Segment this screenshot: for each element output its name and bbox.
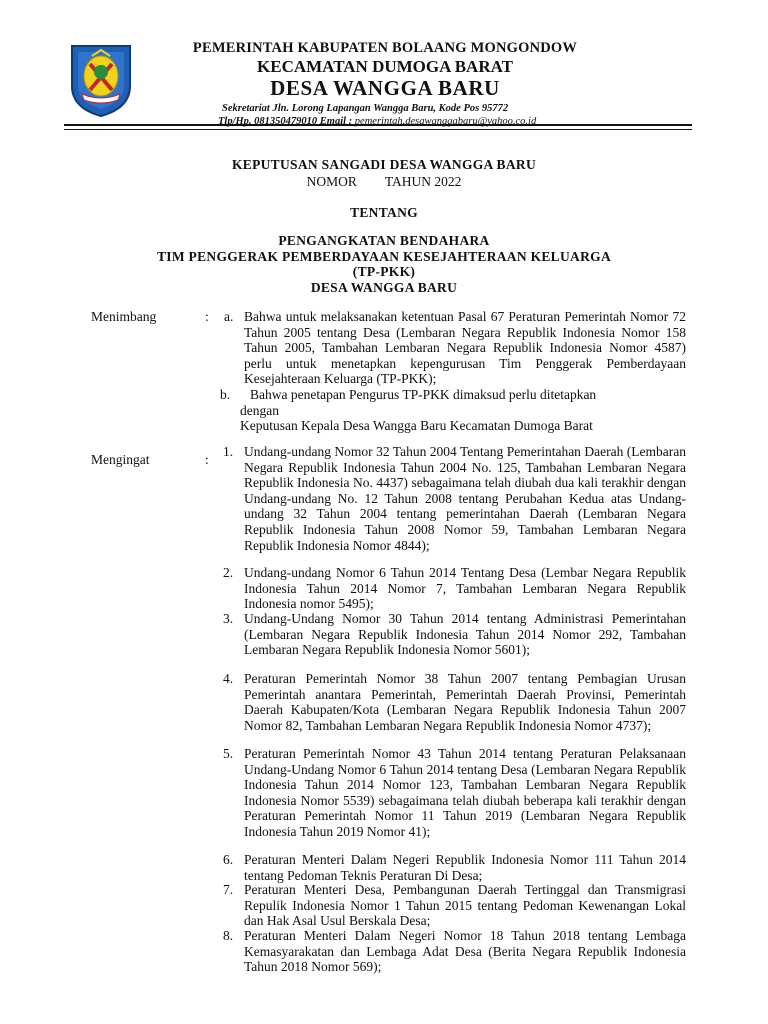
letterhead-district: KECAMATAN DUMOGA BARAT	[257, 57, 513, 76]
mengingat-marker-1: 1.	[223, 444, 234, 459]
letterhead-contact-label: Tlp/Hp. 081350479010 Email :	[218, 116, 353, 127]
mengingat-item-8: Peraturan Menteri Dalam Negeri Nomor 18 Tahun 2018 tentang Lembaga Kemasyarakatan dan Lembaga Adat Desa (Berita Negara Republik Indonesia Tahun 2018 Nomor 569);	[244, 928, 686, 975]
menimbang-item-a: Bahwa untuk melaksanakan ketentuan Pasal 67 Peraturan Pemerintah Nomor 72 Tahun 2005 tentang Desa (Lembaran Negara Republik Indonesia Nomor 158 Tahun 2005, Tambahan Lembaran Negara Republik Indonesia Nomor 4587) perlu untuk menetapkan kepengurusan Tim Penggerak Pemberdayaan Kesejahteraan Keluarga (TP-PKK);	[244, 309, 686, 387]
menimbang-marker-a: a.	[224, 309, 234, 324]
mengingat-marker-2: 2.	[223, 565, 234, 580]
decree-number	[100, 174, 668, 190]
letterhead-rule-thick	[64, 124, 692, 126]
mengingat-item-1: Undang-undang Nomor 32 Tahun 2004 Tentang Pemerintahan Daerah (Lembaran Negara Republik Indonesia Tahun 2004 No. 125, Tambahan Lembaran Negara Republik Indonesia No. 4437) sebagaimana telah diubah dua kali terakhir dengan Undang-undang No. 12 Tahun 2008 tentang Perubahan Kedua atas Undang-undang 32 Tahun 2004 tentang pemerintahan Daerah (Lembaran Negara Republik Indonesia Tahun 2008 Nomor 59, Tambahan Lembaran Negara Republik Indonesia Nomor 4844);	[244, 444, 686, 553]
mengingat-item-7: Peraturan Menteri Desa, Pembangunan Daerah Tertinggal dan Transmigrasi Repulik Indonesia Nomor 1 Tahun 2015 tentang Pedoman Kewenangan Lokal dan Hak Asal Usul Berskala Desa;	[244, 882, 686, 929]
menimbang-label: Menimbang	[91, 309, 157, 324]
mengingat-item-2: Undang-undang Nomor 6 Tahun 2014 Tentang Desa (Lembar Negara Republik Indonesia Tahun 2014 Nomor 7, Tambahan Lembaran Negara Republik Indonesia nomor 5495);	[244, 565, 686, 612]
letterhead-contact	[150, 115, 620, 128]
mengingat-item-5: Peraturan Pemerintah Nomor 43 Tahun 2014 tentang Peraturan Pelaksanaan Undang-Undang Nomor 6 Tahun 2014 tentang Desa (Lembaran Negara Republik Indonesia Tahun 2014 Nomor 123, Tambahan Lembaran Negara Republik Indonesia Nomor 5539) sebagaimana telah diubah beberapa kali terakhir dengan Peraturan Pemerintah Nomor 11 Tahun 2019 (Lembaran Negara Republik Indonesia Tahun 2019 Nomor 41);	[244, 746, 686, 839]
decree-subject-line-4: DESA WANGGA BARU	[310, 279, 458, 295]
letterhead-rule-thin	[64, 129, 692, 130]
decree-number-label: NOMOR	[306, 174, 357, 189]
decree-tentang-text: TENTANG	[350, 205, 418, 220]
letterhead-address: Sekretariat Jln. Lorong Lapangan Wangga Baru, Kode Pos 95772	[222, 103, 509, 114]
mengingat-marker-8: 8.	[223, 928, 234, 943]
decree-subject-line-1: PENGANGKATAN BENDAHARA	[278, 233, 490, 248]
mengingat-colon: :	[205, 452, 209, 467]
mengingat-marker-3: 3.	[223, 611, 234, 626]
decree-year: TAHUN 2022	[384, 174, 462, 189]
letterhead-government: PEMERINTAH KABUPATEN BOLAANG MONGONDOW	[192, 40, 578, 56]
decree-subject-line-3: (TP-PKK)	[352, 264, 416, 279]
mengingat-marker-4: 4.	[223, 671, 234, 686]
decree-title	[100, 157, 668, 173]
mengingat-label: Mengingat	[91, 452, 150, 467]
mengingat-item-3: Undang-Undang Nomor 30 Tahun 2014 tentang Administrasi Pemerintahan (Lembaran Negara Republik Indonesia Tahun 2014 Nomor 292, Tambahan Lembaran Negara Republik Indonesia Nomor 5601);	[244, 611, 686, 658]
menimbang-item-b-line1: Bahwa penetapan Pengurus TP-PKK dimaksud perlu ditetapkan	[250, 387, 597, 402]
decree-title-text: KEPUTUSAN SANGADI DESA WANGGA BARU	[231, 157, 536, 172]
mengingat-item-4: Peraturan Pemerintah Nomor 38 Tahun 2007 tentang Pembagian Urusan Pemerintah anantara Pemerintah, Pemerintah Daerah Provinsi, Pemerintah Daerah Kabupaten/Kota (Lembaran Negara Republik Indonesia Tahun 2007 Nomor 82, Tambahan Lembaran Negara Republik Indonesia Nomor 4737);	[244, 671, 686, 733]
menimbang-item-b-line3: Keputusan Kepala Desa Wangga Baru Kecamatan Dumoga Barat	[240, 418, 593, 433]
decree-subject	[100, 233, 668, 295]
regency-coat-of-arms-icon	[68, 42, 134, 118]
menimbang-colon: :	[205, 309, 209, 324]
mengingat-marker-7: 7.	[223, 882, 234, 897]
mengingat-marker-5: 5.	[223, 746, 234, 761]
decree-subject-line-2: TIM PENGGERAK PEMBERDAYAAN KESEJAHTERAAN KELUARGA	[156, 248, 611, 264]
menimbang-item-b-line2: dengan	[240, 403, 279, 418]
letterhead	[150, 40, 620, 128]
decree-tentang	[100, 205, 668, 221]
letterhead-email: pemerintah.desawanggabaru@yahoo.co.id	[354, 116, 537, 127]
mengingat-marker-6: 6.	[223, 852, 234, 867]
letterhead-village: DESA WANGGA BARU	[270, 76, 500, 100]
mengingat-item-6: Peraturan Menteri Dalam Negeri Republik Indonesia Nomor 111 Tahun 2014 tentang Pedoman Teknis Peraturan Di Desa;	[244, 852, 686, 883]
menimbang-marker-b: b.	[220, 387, 231, 402]
